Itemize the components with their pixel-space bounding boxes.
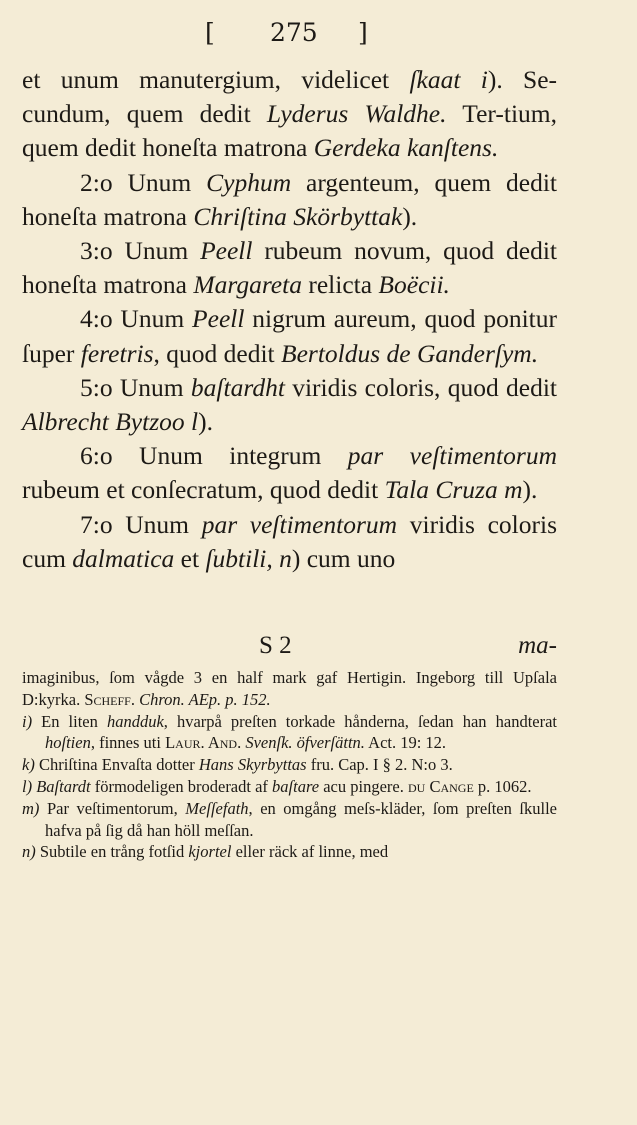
page-header [0,18,637,54]
main-text [22,63,557,576]
footnote-i: i) En liten handduk, hvarpå preſten torkade hånderna, ſedan han handterat hoſtien, finnes uti Laur. And. Svenſk. öfverſättn. Act. 19: 12. [22,711,558,753]
header-right-bracket: ] [358,18,368,47]
inventory-item-3: 3:o Unum Peell rubeum novum, quod dedit honeſta matrona Margareta relicta Boëcii. [22,236,557,300]
footnote-marker: n) [22,842,36,862]
footnote-marker: m) [22,798,40,818]
footnote-k: k) Chriſtina Envaſta dotter Hans Skyrbyttas fru. Cap. I § 2. N:o 3. [22,755,453,775]
header-left-bracket: [ [205,18,215,47]
footnotes [22,667,557,863]
footnote-marker: i) [22,711,33,731]
footnote-n: n) Subtile en trång fotſid kjortel eller räck af linne, med [22,842,389,862]
inventory-item-2: 2:o Unum Cyphum argenteum, quem dedit honeſta matrona Chriſtina Skörbyttak). [22,167,558,231]
footnote-marker: k) [22,755,35,775]
page-number: 275 [270,18,318,47]
signature-mark: S 2 [259,632,292,659]
inventory-item-7: 7:o Unum par veſtimentorum viridis coloris cum dalmatica et ſubtili, n) cum uno [22,509,557,573]
footnote-l: l) Baſtardt förmodeligen broderadt af baſtare acu pingere. du Cange p. 1062. [22,776,532,796]
paragraph-continuation: et unum manutergium, videlicet ſkaat i). Se-cundum, quem dedit Lyderus Waldhe. Ter-tium, quem dedit honeſta matrona Gerdeka kanſtens. [22,65,558,163]
footnote-marker: l) [22,776,33,796]
signature-line [22,632,557,666]
catchword: ma- [518,632,557,659]
footnote-m: m) Par veſtimentorum, Meſſefath, en omgång meſs-kläder, ſom preſten ſkulle hafva på ſig då han höll meſſan. [22,798,557,840]
inventory-item-4: 4:o Unum Peell nigrum aureum, quod ponitur ſuper feretris, quod dedit Bertoldus de Ganderſym. [22,304,557,368]
inventory-item-5: 5:o Unum baſtardht viridis coloris, quod dedit Albrecht Bytzoo l). [22,372,557,437]
inventory-item-6: 6:o Unum integrum par veſtimentorum rubeum et conſecratum, quod dedit Tala Cruza m). [22,441,557,505]
footnote-continuation: imaginibus, ſom vågde 3 en half mark gaf Hertigin. Ingeborg till Upſala D:kyrka. Scheff. Chron. AEp. p. 152. [22,668,557,709]
